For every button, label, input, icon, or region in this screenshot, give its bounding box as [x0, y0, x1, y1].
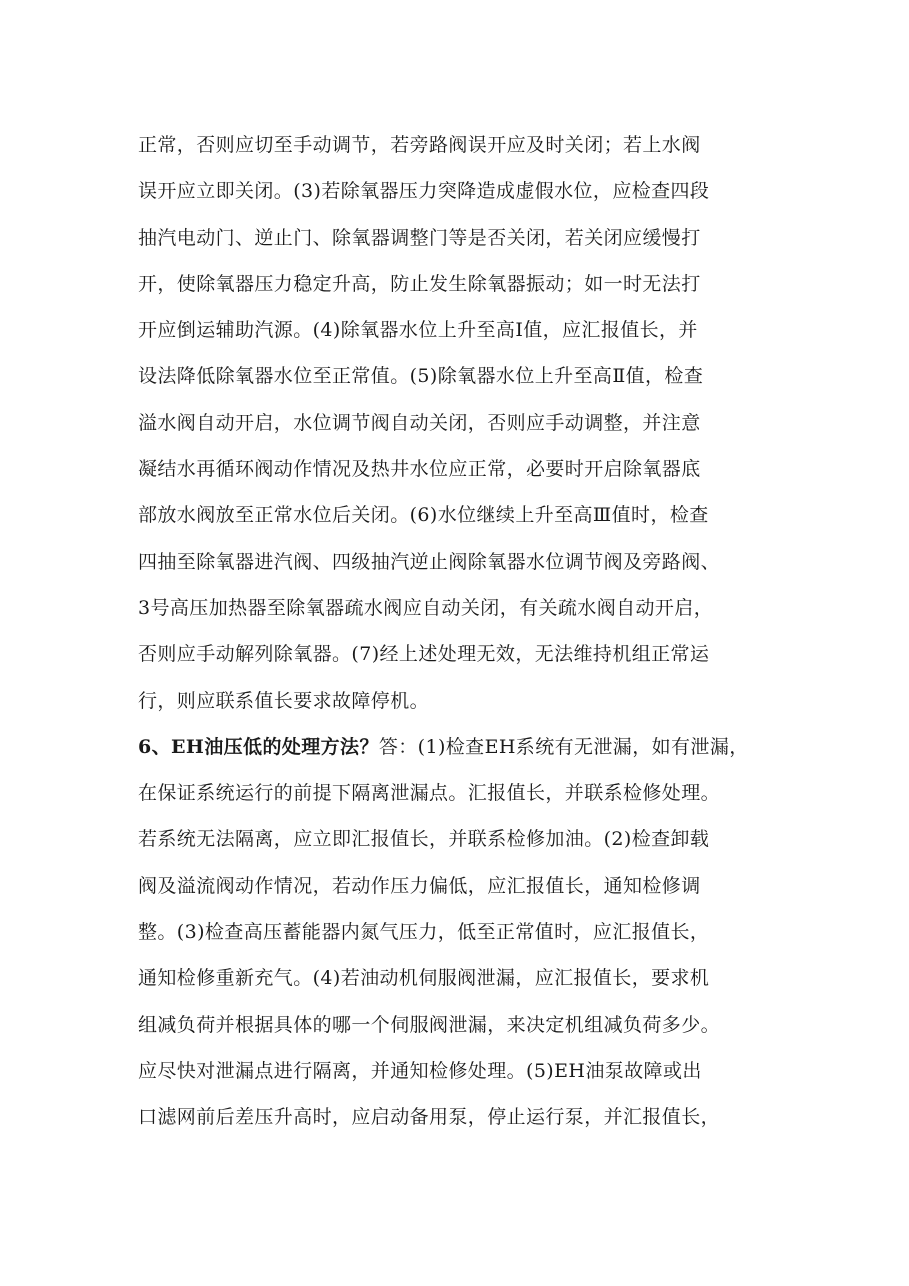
question-line: [138, 730, 788, 764]
text-line: 3号高压加热器至除氧器疏水阀应自动关闭，有关疏水阀自动开启，: [138, 596, 714, 619]
text-line: 组减负荷并根据具体的哪一个伺服阀泄漏，来决定机组减负荷多少。: [138, 1013, 721, 1036]
text-line: 溢水阀自动开启，水位调节阀自动关闭，否则应手动调整，并注意: [138, 411, 701, 434]
text-line: 凝结水再循环阀动作情况及热井水位应正常，必要时开启除氧器底: [138, 458, 701, 481]
text-line: 应尽快对泄漏点进行隔离，并通知检修处理。(5)EH油泵故障或出: [138, 1059, 702, 1082]
body-text: [138, 128, 788, 1147]
text-line: 抽汽电动门、逆止门、除氧器调整门等是否关闭，若关闭应缓慢打: [138, 226, 701, 249]
text-line: 误开应立即关闭。(3)若除氧器压力突降造成虚假水位，应检查四段: [138, 180, 710, 203]
text-line: 在保证系统运行的前提下隔离泄漏点。汇报值长，并联系检修处理。: [138, 782, 721, 805]
text-line: 四抽至除氧器进汽阀、四级抽汽逆止阀除氧器水位调节阀及旁路阀、: [138, 550, 721, 573]
text-line: 否则应手动解列除氧器。(7)经上述处理无效，无法维持机组正常运: [138, 643, 710, 666]
text-line: 设法降低除氧器水位至正常值。(5)除氧器水位上升至高Ⅱ值，检查: [138, 365, 704, 388]
section-heading: 6、EH油压低的处理方法？: [138, 735, 379, 758]
text-line: 口滤网前后差压升高时，应启动备用泵，停止运行泵，并汇报值长，: [138, 1106, 721, 1129]
text-line: 整。(3)检查高压蓄能器内氮气压力，低至正常值时，应汇报值长，: [138, 921, 710, 944]
text-line: 部放水阀放至正常水位后关闭。(6)水位继续上升至高Ⅲ值时，检查: [138, 504, 709, 527]
text-line: 正常，否则应切至手动调节，若旁路阀误开应及时关闭；若上水阀: [138, 134, 701, 156]
answer-start: 答：(1)检查EH系统有无泄漏，如有泄漏，: [378, 735, 749, 758]
text-line: 通知检修重新充气。(4)若油动机伺服阀泄漏，应汇报值长，要求机: [138, 967, 710, 990]
text-line: 阀及溢流阀动作情况，若动作压力偏低，应汇报值长，通知检修调: [138, 874, 701, 897]
text-line: 行，则应联系值长要求故障停机。: [138, 689, 430, 712]
text-line: 若系统无法隔离，应立即汇报值长，并联系检修加油。(2)检查卸载: [138, 828, 710, 851]
text-line: 开，使除氧器压力稳定升高，防止发生除氧器振动；如一时无法打: [138, 272, 701, 295]
text-line: 开应倒运辅助汽源。(4)除氧器水位上升至高Ⅰ值，应汇报值长，并: [138, 319, 698, 342]
